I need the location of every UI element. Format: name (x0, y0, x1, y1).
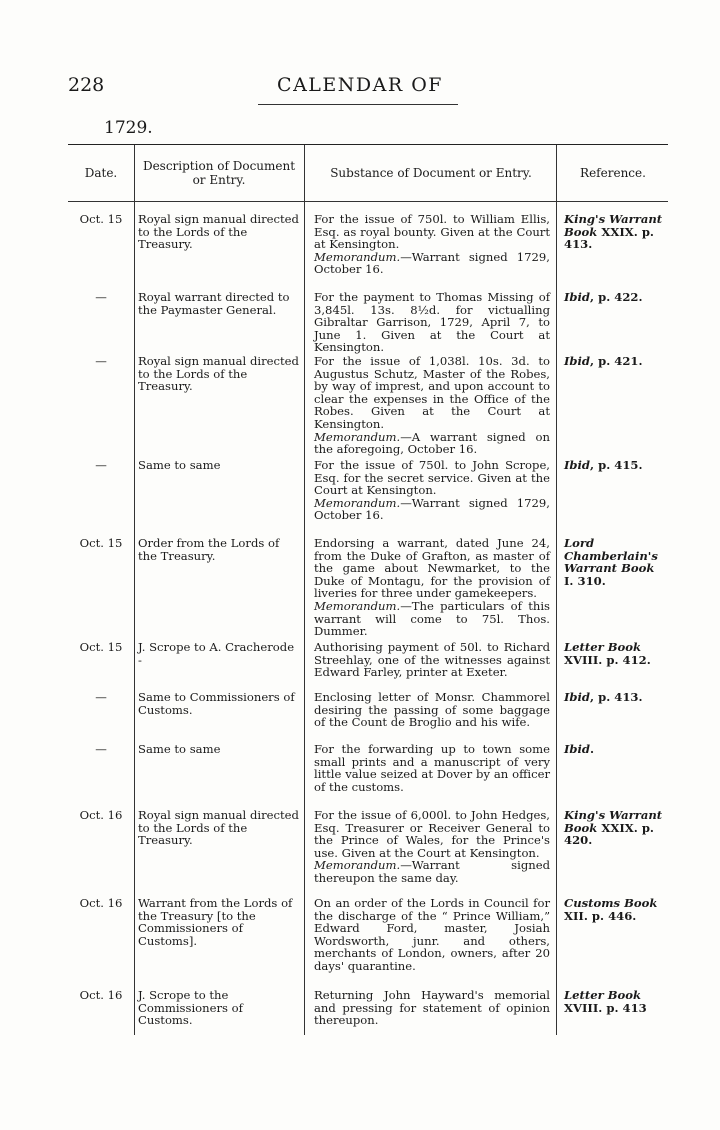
row-reference (564, 989, 666, 1014)
substance-text: For the forwarding up to town some small prints and a manuscript of very little value seized at Dover by an officer of the customs. (314, 742, 550, 794)
reference-book: Ibid (564, 742, 591, 756)
row-date: — (95, 458, 107, 472)
row-date: Oct. 16 (79, 896, 123, 910)
row-date: Oct. 15 (79, 640, 123, 654)
row-reference (564, 743, 666, 756)
row-reference (564, 537, 666, 587)
substance-text: Returning John Hayward's memorial and pressing for statement of opinion thereupon. (314, 988, 550, 1028)
reference-book: Letter Book (564, 640, 642, 654)
row-description: Order from the Lords of the Treasury. (138, 536, 280, 563)
row-reference (564, 213, 666, 251)
reference-book: Ibid (564, 290, 591, 304)
row-date: Oct. 16 (79, 808, 123, 822)
column-divider (304, 145, 305, 1035)
reference-book: King's Warrant Book (564, 808, 663, 835)
memorandum-label: Memorandum. (314, 429, 401, 444)
reference-page: , p. 415. (590, 458, 643, 472)
row-description: J. Scrope to the Commissioners of Customs. (138, 988, 243, 1028)
reference-page: , p. 413. (590, 690, 643, 704)
substance-text: For the issue of 750l. to William Ellis, Esq. as royal bounty. Given at the Court at Kensington. (314, 212, 550, 252)
row-substance (314, 537, 550, 638)
row-description: Same to same (138, 458, 221, 472)
column-divider (556, 145, 557, 1035)
substance-text: For the issue of 6,000l. to John Hedges, Esq. Treasurer or Receiver General to the Prince of Wales, for the Prince's use. Given at the Court at Kensington. (314, 808, 550, 860)
row-description: J. Scrope to A. Cracherode - (138, 640, 295, 667)
reference-book: Lord Chamberlain's Warrant Book (564, 536, 658, 576)
year-heading: 1729. (104, 118, 153, 138)
running-title: CALENDAR OF (277, 74, 443, 96)
row-date: — (95, 690, 107, 704)
row-substance (314, 743, 550, 793)
row-reference (564, 641, 666, 666)
row-date: Oct. 15 (79, 212, 123, 226)
substance-text: For the payment to Thomas Missing of 3,845l. 13s. 8½d. for victualling Gibraltar Garrison, 1729, April 7, to June 1. Given at the Court at Kensington. (314, 290, 550, 355)
reference-page: XII. p. 446. (564, 908, 637, 923)
reference-page: XVIII. p. 412. (564, 652, 651, 667)
header-divider (68, 201, 668, 202)
row-substance (314, 355, 550, 456)
calendar-table (68, 144, 668, 1035)
memorandum-text: —Warrant signed 1729, October 16. (314, 249, 550, 277)
memorandum-label: Memorandum. (314, 495, 401, 510)
row-description: Same to Commissioners of Customs. (138, 690, 295, 717)
row-description: Royal sign manual directed to the Lords of the Treasury. (138, 212, 299, 252)
column-header-description: Description of Document or Entry. (142, 159, 296, 187)
row-date: Oct. 16 (79, 988, 123, 1002)
memorandum (314, 859, 550, 884)
memorandum (314, 251, 550, 276)
row-reference (564, 459, 666, 472)
memorandum-text: —A warrant signed on the aforegoing, October 16. (314, 429, 550, 457)
row-substance (314, 691, 550, 729)
reference-page: , p. 422. (590, 290, 643, 304)
substance-text: Enclosing letter of Monsr. Chammorel desiring the passing of some baggage of the Count de Broglio and his wife. (314, 690, 550, 730)
memorandum-text: —Warrant signed 1729, October 16. (314, 495, 550, 523)
row-description: Same to same (138, 742, 221, 756)
reference-page: XXIX. p. 420. (564, 820, 654, 848)
row-reference (564, 897, 666, 922)
reference-book: Letter Book (564, 988, 642, 1002)
row-description: Royal sign manual directed to the Lords of the Treasury. (138, 354, 299, 394)
reference-book: King's Warrant Book (564, 212, 663, 239)
page-number: 228 (68, 74, 105, 96)
row-substance (314, 989, 550, 1027)
row-description: Royal sign manual directed to the Lords of the Treasury. (138, 808, 299, 848)
reference-book: Ibid (564, 458, 591, 472)
reference-page: . (590, 742, 595, 756)
memorandum (314, 600, 550, 638)
memorandum-text: —Warrant signed thereupon the same day. (314, 858, 550, 885)
reference-page: , p. 421. (590, 354, 643, 368)
row-date: — (95, 742, 107, 756)
substance-text: For the issue of 1,038l. 10s. 3d. to Augustus Schutz, Master of the Robes, by way of imprest, and upon account to clear the expenses in the Office of the Robes. Given at the Court at Kensington. (314, 354, 550, 431)
reference-page: XXIX. p. 413. (564, 224, 654, 252)
memorandum-label: Memorandum. (314, 598, 401, 613)
row-substance (314, 897, 550, 973)
column-header-reference: Reference. (580, 166, 646, 180)
memorandum-text: —The particulars of this warrant will come to 75l. Thos. Dummer. (314, 598, 550, 639)
column-header-substance: Substance of Document or Entry. (330, 166, 532, 180)
memorandum-label: Memorandum. (314, 249, 401, 264)
reference-page: I. 310. (564, 573, 606, 588)
substance-text: For the issue of 750l. to John Scrope, Esq. for the secret service. Given at the Court at Kensington. (314, 458, 550, 498)
row-date: — (95, 290, 107, 304)
reference-page: XVIII. p. 413 (564, 1000, 647, 1015)
memorandum-label: Memorandum. (314, 858, 401, 873)
row-description: Royal warrant directed to the Paymaster General. (138, 290, 290, 317)
row-substance (314, 213, 550, 276)
row-reference (564, 355, 666, 368)
row-reference (564, 691, 666, 704)
column-divider (134, 145, 135, 1035)
substance-text: Authorising payment of 50l. to Richard Streehlay, one of the witnesses against Edward Farley, printer at Exeter. (314, 640, 550, 680)
column-header-date: Date. (84, 166, 118, 180)
row-substance (314, 459, 550, 522)
memorandum (314, 431, 550, 456)
header-rule (258, 104, 458, 105)
row-reference (564, 809, 666, 847)
row-substance (314, 809, 550, 885)
substance-text: On an order of the Lords in Council for the discharge of the “ Prince William,” Edward Ford, master, Josiah Wordsworth, junr. and others, merchants of London, owners, after 20 days' quarantine. (314, 896, 550, 973)
reference-book: Customs Book (564, 896, 658, 910)
row-substance (314, 641, 550, 679)
row-substance (314, 291, 550, 354)
reference-book: Ibid (564, 354, 591, 368)
row-date: Oct. 15 (79, 536, 123, 550)
memorandum (314, 497, 550, 522)
row-date: — (95, 354, 107, 368)
substance-text: Endorsing a warrant, dated June 24, from the Duke of Grafton, as master of the game about Newmarket, to the Duke of Montagu, for the provision of liveries for three under gamekeepers. (314, 536, 550, 601)
row-description: Warrant from the Lords of the Treasury [to the Commissioners of Customs]. (138, 896, 293, 948)
reference-book: Ibid (564, 690, 591, 704)
row-reference (564, 291, 666, 304)
